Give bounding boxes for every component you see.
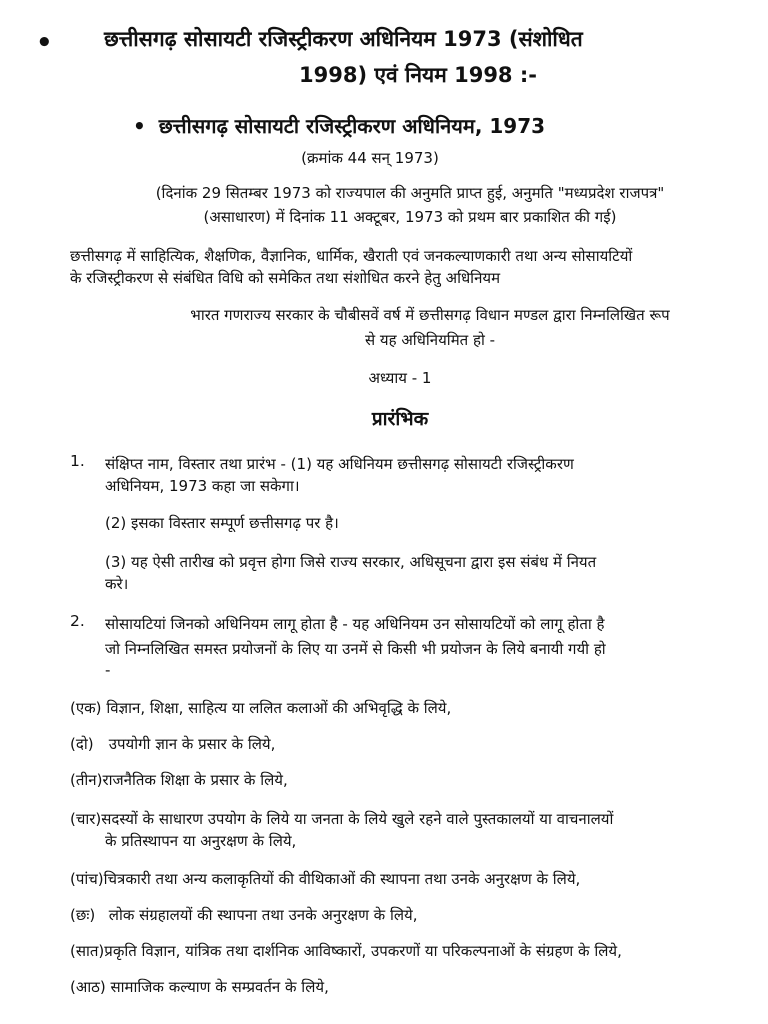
list-item — [70, 734, 734, 754]
list-item-label: (चार) — [70, 810, 102, 828]
list-item-text: सामाजिक कल्याण के सम्प्रवर्तन के लिये, — [110, 978, 329, 996]
page-title-line1: छत्तीसगढ़ सोसायटी रजिस्ट्रीकरण अधिनियम 1973 (संशोधित — [104, 27, 583, 51]
subtitle-text: छत्तीसगढ़ सोसायटी रजिस्ट्रीकरण अधिनियम, 1973 — [158, 114, 546, 138]
list-item-label: (दो) — [70, 735, 94, 753]
list-item — [70, 698, 734, 718]
chapter-number: अध्याय - 1 — [368, 369, 432, 387]
section-2-line1: सोसायटियां जिनको अधिनियम लागू होता है - यह अधिनियम उन सोसायटियों को लागू होता है — [105, 615, 605, 633]
section-1-sub3-line1: (3) यह ऐसी तारीख को प्रवृत्त होगा जिसे राज्य सरकार, अधिसूचना द्वारा इस संबंध में नियत — [105, 553, 597, 571]
list-item-label: (तीन) — [70, 771, 103, 789]
chapter-title: प्रारंभिक — [371, 408, 429, 430]
list-item-label: (एक) — [70, 699, 102, 717]
list-item-text: विज्ञान, शिक्षा, साहित्य या ललित कलाओं की अभिवृद्धि के लिये, — [106, 699, 452, 717]
section-2-line2: जो निम्नलिखित समस्त प्रयोजनों के लिए या उनमें से किसी भी प्रयोजन के लिये बनायी गयी हो — [105, 640, 606, 658]
title-bullet: • — [36, 28, 53, 58]
act-number: (क्रमांक 44 सन् 1973) — [301, 149, 439, 167]
section-1-line2: अधिनियम, 1973 कहा जा सकेगा। — [105, 477, 300, 495]
list-item-text: राजनैतिक शिक्षा के प्रसार के लिये, — [102, 771, 288, 789]
list-item — [70, 977, 734, 997]
enactment-line1: भारत गणराज्य सरकार के चौबीसवें वर्ष में छत्तीसगढ़ विधान मण्डल द्वारा निम्नलिखित रूप — [190, 306, 670, 324]
section-2-number: 2. — [70, 612, 85, 630]
list-item-text: प्रकृति विज्ञान, यांत्रिक तथा दार्शनिक आविष्कारों, उपकरणों या परिकल्पनाओं के संग्रहण के लिये, — [104, 942, 622, 960]
list-item-label: (पांच) — [70, 870, 104, 888]
list-item-label: (छः) — [70, 906, 96, 924]
list-item — [70, 770, 734, 790]
list-item-text: उपयोगी ज्ञान के प्रसार के लिये, — [108, 735, 276, 753]
list-item-text: लोक संग्रहालयों की स्थापना तथा उनके अनुरक्षण के लिये, — [108, 906, 418, 924]
list-item-text: चित्रकारी तथा अन्य कलाकृतियों की वीथिकाओं की स्थापना तथा उनके अनुरक्षण के लिये, — [103, 870, 581, 888]
section-1-number: 1. — [70, 452, 85, 470]
enactment-line2: से यह अधिनियमित हो - — [364, 331, 496, 349]
section-2-line3: - — [105, 661, 111, 679]
list-item-label: (सात) — [70, 942, 105, 960]
list-item — [70, 941, 734, 961]
list-item-continuation: के प्रतिस्थापन या अनुरक्षण के लिये, — [105, 832, 297, 850]
list-item — [70, 806, 734, 832]
list-item — [70, 905, 734, 925]
assent-line2: (असाधारण) में दिनांक 11 अक्टूबर, 1973 को प्रथम बार प्रकाशित की गई) — [203, 208, 617, 226]
list-item-label: (आठ) — [70, 978, 106, 996]
page-title-line2: 1998) एवं नियम 1998 :- — [299, 63, 537, 87]
preamble-line2: के रजिस्ट्रीकरण से संबंधित विधि को समेकित तथा संशोधित करने हेतु अधिनियम — [70, 269, 501, 287]
list-item-text: सदस्यों के साधारण उपयोग के लिये या जनता के लिये खुले रहने वाले पुस्तकालयों या वाचनालयों — [101, 810, 614, 828]
subtitle-bullet: • — [133, 114, 146, 138]
section-1-line1: संक्षिप्त नाम, विस्तार तथा प्रारंभ - (1) यह अधिनियम छत्तीसगढ़ सोसायटी रजिस्ट्रीकरण — [105, 455, 574, 473]
preamble-line1: छत्तीसगढ़ में साहित्यिक, शैक्षणिक, वैज्ञानिक, धार्मिक, खैराती एवं जनकल्याणकारी तथा अन्य सोसायटियों — [70, 247, 633, 265]
list-item — [70, 869, 734, 889]
subtitle — [133, 112, 545, 139]
assent-line1: (दिनांक 29 सितम्बर 1973 को राज्यपाल की अनुमति प्राप्त हुई, अनुमति "मध्यप्रदेश राजपत्र" — [155, 184, 665, 202]
section-1-sub3-line2: करे। — [105, 575, 129, 593]
section-1-sub2: (2) इसका विस्तार सम्पूर्ण छत्तीसगढ़ पर है। — [105, 514, 339, 532]
